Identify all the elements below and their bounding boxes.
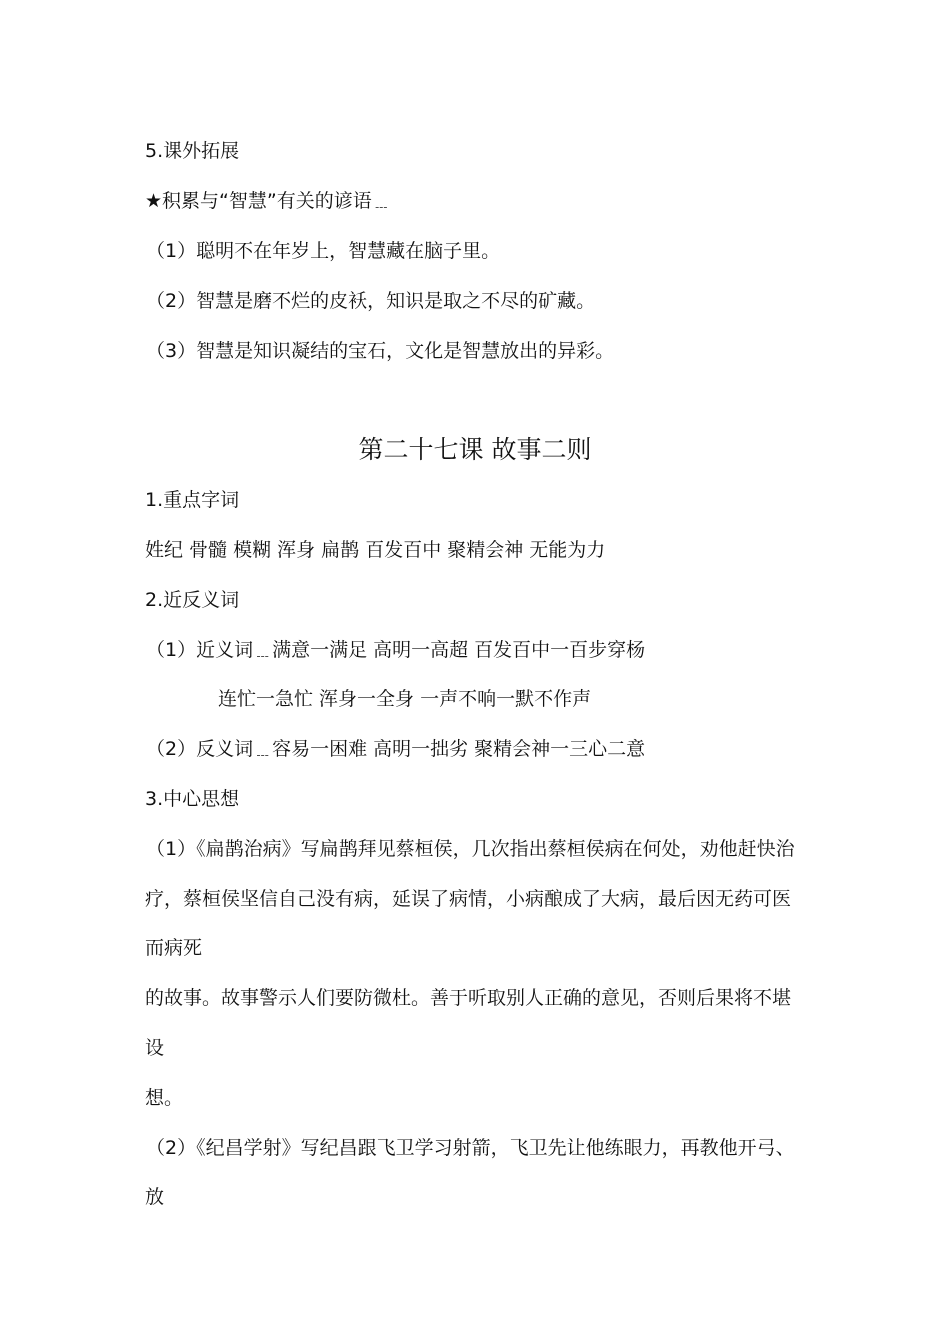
theme-paragraph-1-line: 的故事。故事警示人们要防微杜。善于听取别人正确的意见，否则后果将不堪 xyxy=(145,987,792,1009)
keywords-heading: 1.重点字词 xyxy=(145,489,240,511)
proverb-3: （3）智慧是知识凝结的宝石，文化是智慧放出的异彩。 xyxy=(146,340,615,362)
synonyms-line-2: 连忙一急忙 浑身一全身 一声不响一默不作声 xyxy=(218,688,592,710)
antonyms-line: （2）反义词﹍容易一困难 高明一拙劣 聚精会神一三心二意 xyxy=(146,738,646,760)
theme-paragraph-1-line: 设 xyxy=(145,1037,165,1059)
proverb-1: （1）聪明不在年岁上，智慧藏在脑子里。 xyxy=(146,240,501,262)
section5-intro: ★积累与“智慧”有关的谚语﹍ xyxy=(145,190,391,212)
proverb-2: （2）智慧是磨不烂的皮袄，知识是取之不尽的矿藏。 xyxy=(146,290,596,312)
lesson-title: 第二十七课 故事二则 xyxy=(358,435,592,464)
theme-paragraph-1-line: 而病死 xyxy=(145,937,203,959)
theme-paragraph-1-line: （1）《扁鹊治病》写扁鹊拜见蔡桓侯，几次指出蔡桓侯病在何处，劝他赶快治 xyxy=(146,838,795,860)
theme-paragraph-2-line: 放 xyxy=(145,1186,165,1208)
keywords-list: 姓纪 骨髓 模糊 浑身 扁鹊 百发百中 聚精会神 无能为力 xyxy=(145,539,606,561)
synonyms-line-1: （1）近义词﹍满意一满足 高明一高超 百发百中一百步穿杨 xyxy=(146,639,646,661)
theme-paragraph-1-line: 想。 xyxy=(145,1087,184,1109)
theme-paragraph-1-line: 疗，蔡桓侯坚信自己没有病，延误了病情，小病酿成了大病，最后因无药可医 xyxy=(145,888,792,910)
theme-heading: 3.中心思想 xyxy=(145,788,240,810)
section5-heading: 5.课外拓展 xyxy=(145,140,240,162)
theme-paragraph-2-line: （2）《纪昌学射》写纪昌跟飞卫学习射箭，飞卫先让他练眼力，再教他开弓、 xyxy=(146,1137,795,1159)
synonyms-heading: 2.近反义词 xyxy=(145,589,240,611)
